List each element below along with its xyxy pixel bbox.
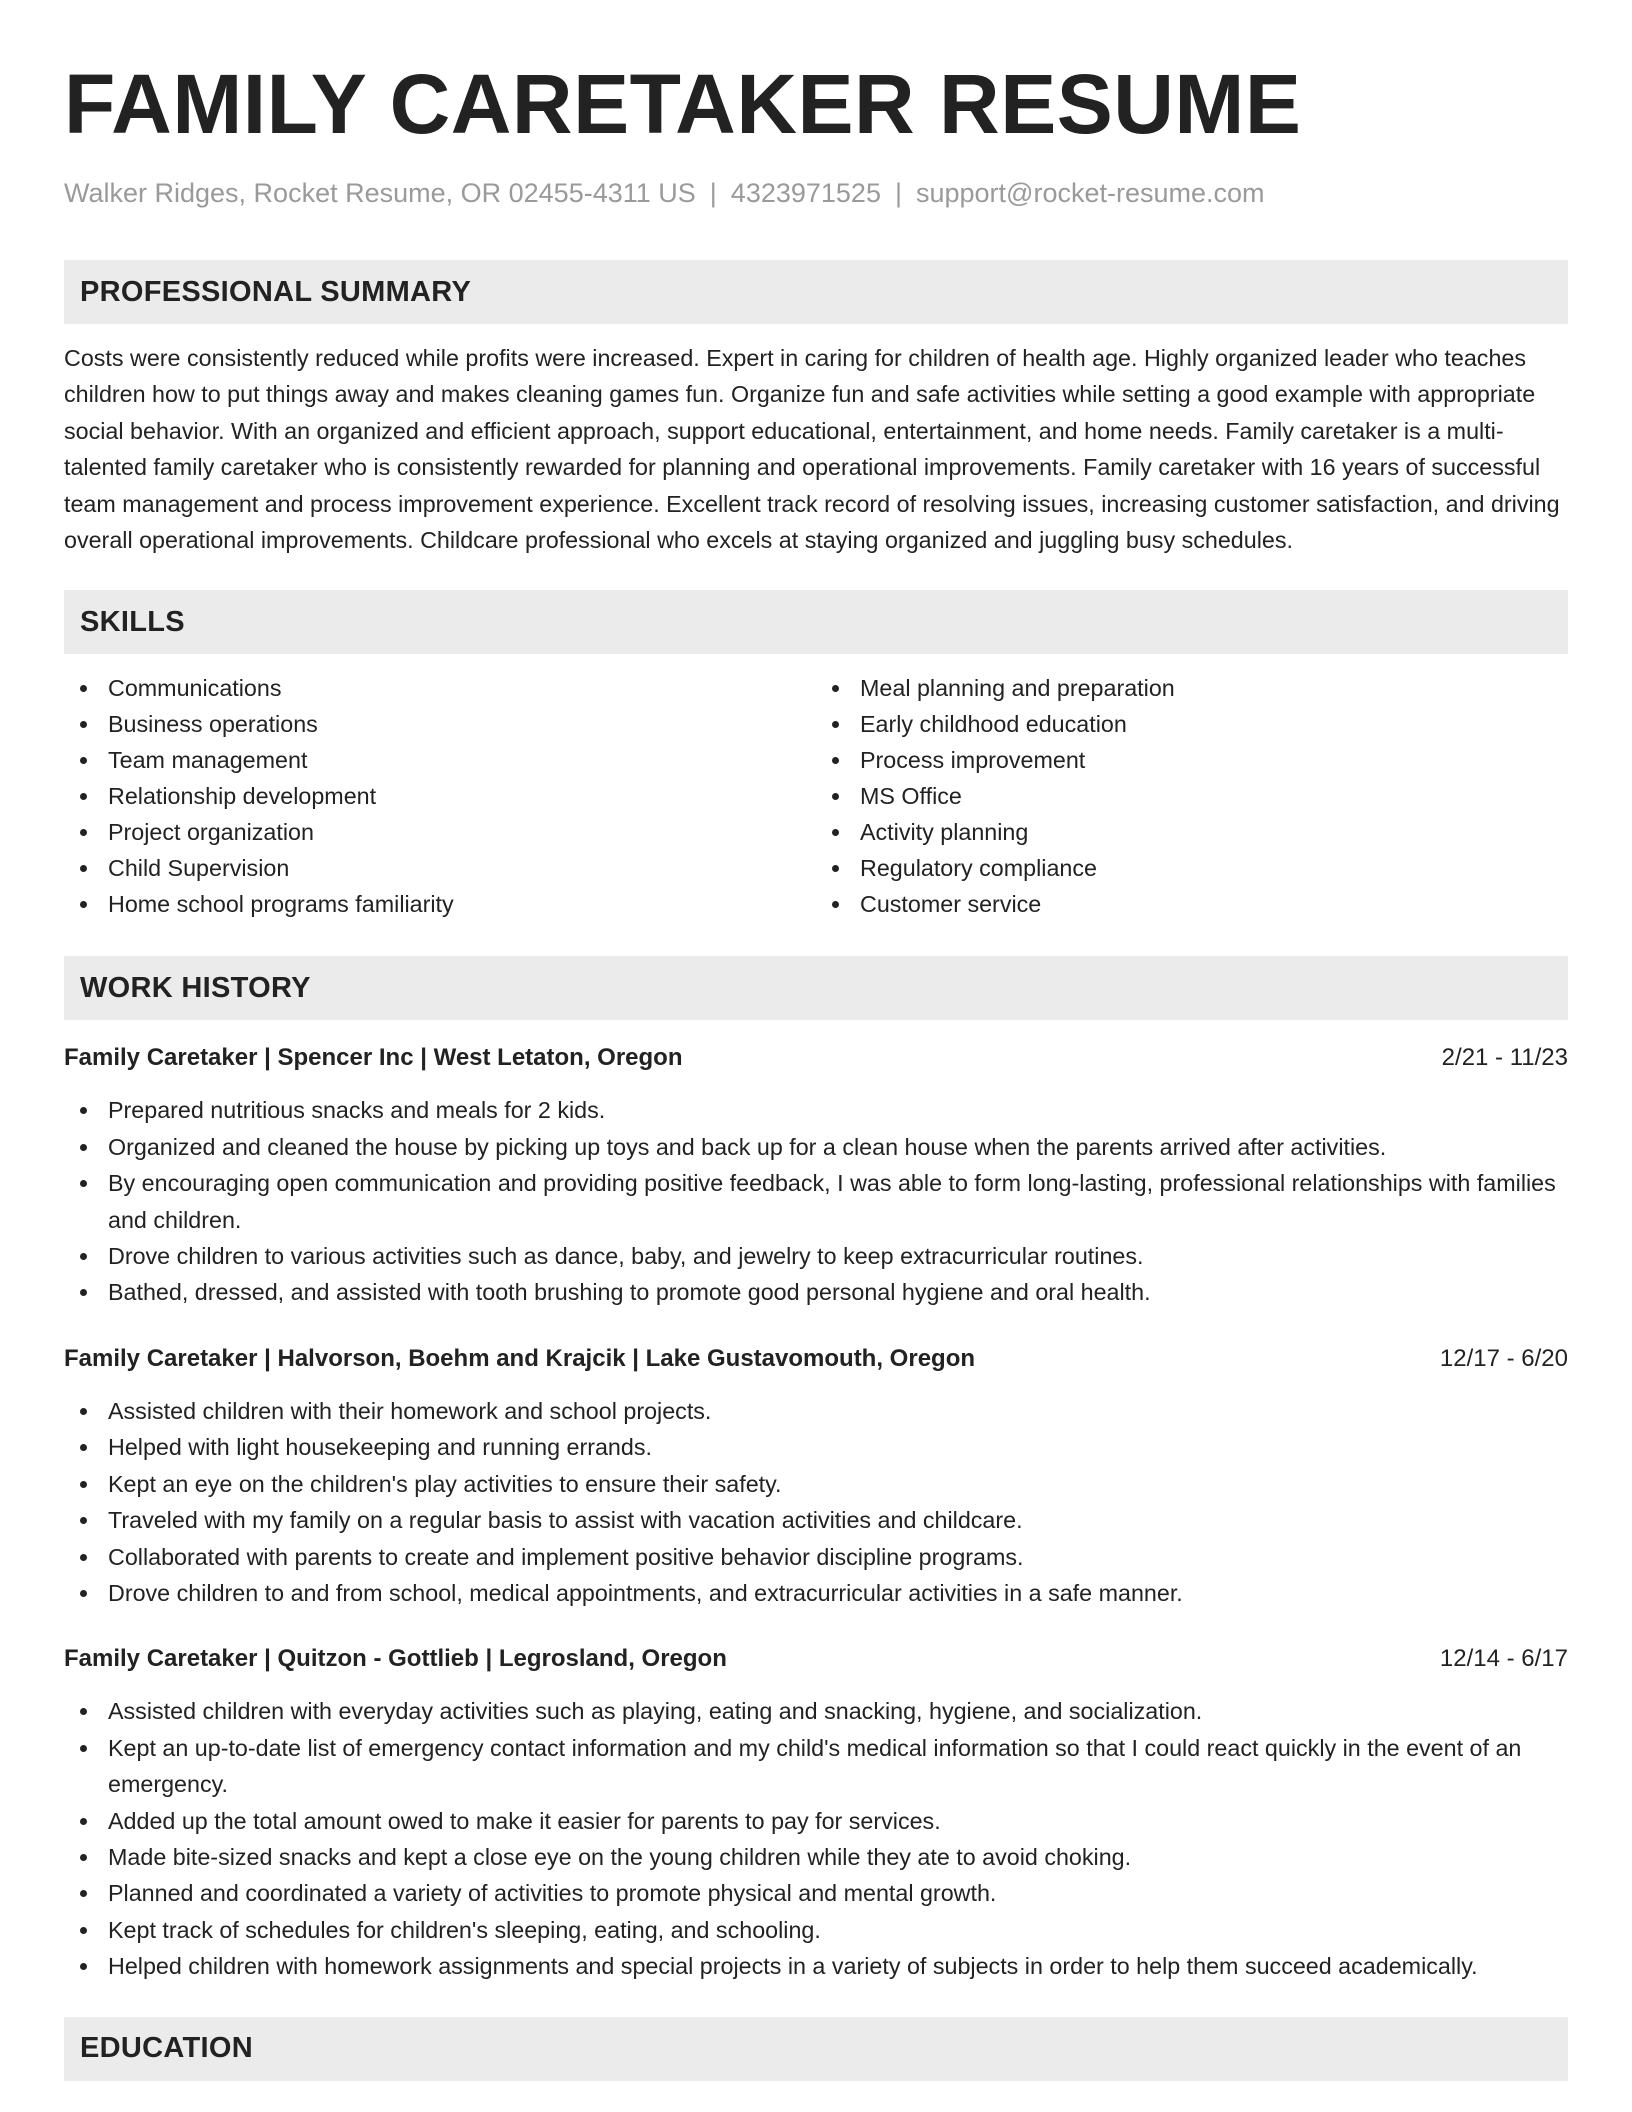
contact-line [64, 176, 1568, 210]
job-bullet: Planned and coordinated a variety of activities to promote physical and mental growth. [64, 1875, 1568, 1911]
job-bullet: Kept track of schedules for children's sleeping, eating, and schooling. [64, 1912, 1568, 1948]
section-header-skills: SKILLS [64, 590, 1568, 654]
job-bullet: Traveled with my family on a regular basis to assist with vacation activities and childcare. [64, 1502, 1568, 1538]
job-header [64, 1641, 1568, 1677]
job-bullet: Assisted children with everyday activities such as playing, eating and snacking, hygiene, and socialization. [64, 1693, 1568, 1729]
job-dates: 12/14 - 6/17 [1439, 1645, 1568, 1673]
job-bullet: Helped with light housekeeping and running errands. [64, 1429, 1568, 1465]
skill-item: Team management [64, 742, 816, 778]
job-dates: 12/17 - 6/20 [1439, 1344, 1568, 1372]
job-bullet: Organized and cleaned the house by picking up toys and back up for a clean house when the parents arrived after activities. [64, 1129, 1568, 1165]
skills-column-right [816, 670, 1568, 922]
contact-email: support@rocket-resume.com [915, 178, 1265, 208]
skill-item: Relationship development [64, 778, 816, 814]
job-bullet: Bathed, dressed, and assisted with tooth brushing to promote good personal hygiene and oral health. [64, 1274, 1568, 1310]
job-title: Family Caretaker | Halvorson, Boehm and Krajcik | Lake Gustavomouth, Oregon [64, 1344, 976, 1372]
job-bullet: Added up the total amount owed to make it easier for parents to pay for services. [64, 1803, 1568, 1839]
job-entry [64, 1040, 1568, 1310]
job-title: Family Caretaker | Quitzon - Gottlieb | Legrosland, Oregon [64, 1645, 727, 1673]
job-header [64, 1040, 1568, 1076]
skills-list [64, 670, 1568, 922]
job-bullet: Kept an eye on the children's play activities to ensure their safety. [64, 1466, 1568, 1502]
job-bullet: Made bite-sized snacks and kept a close eye on the young children while they ate to avoid choking. [64, 1839, 1568, 1875]
job-bullet: By encouraging open communication and providing positive feedback, I was able to form long-lasting, professional relationships with families and children. [64, 1165, 1568, 1238]
job-bullet: Assisted children with their homework and school projects. [64, 1393, 1568, 1429]
job-title: Family Caretaker | Spencer Inc | West Letaton, Oregon [64, 1044, 683, 1072]
section-header-education: EDUCATION [64, 2017, 1568, 2081]
skill-item: Meal planning and preparation [816, 670, 1568, 706]
skill-item: MS Office [816, 778, 1568, 814]
section-header-work-history: WORK HISTORY [64, 956, 1568, 1020]
job-bullet: Prepared nutritious snacks and meals for 2 kids. [64, 1092, 1568, 1128]
job-entry [64, 1641, 1568, 1984]
job-header [64, 1341, 1568, 1377]
skill-item: Child Supervision [64, 850, 816, 886]
skill-item: Customer service [816, 886, 1568, 922]
skill-item: Business operations [64, 706, 816, 742]
skill-item: Regulatory compliance [816, 850, 1568, 886]
job-bullets [64, 1693, 1568, 1984]
skill-item: Project organization [64, 814, 816, 850]
contact-address: Walker Ridges, Rocket Resume, OR 02455-4311 US [64, 178, 696, 208]
job-bullet: Kept an up-to-date list of emergency contact information and my child's medical information so that I could react quickly in the event of an emergency. [64, 1730, 1568, 1803]
resume-title: FAMILY CARETAKER RESUME [64, 57, 1302, 151]
section-header-summary: PROFESSIONAL SUMMARY [64, 260, 1568, 324]
skill-item: Activity planning [816, 814, 1568, 850]
contact-phone: 4323971525 [730, 178, 881, 208]
job-bullet: Drove children to and from school, medical appointments, and extracurricular activities in a safe manner. [64, 1575, 1568, 1611]
contact-separator: | [894, 178, 902, 208]
job-bullet: Collaborated with parents to create and implement positive behavior discipline programs. [64, 1539, 1568, 1575]
job-bullet: Helped children with homework assignments and special projects in a variety of subjects in order to help them succeed academically. [64, 1948, 1568, 1984]
job-bullet: Drove children to various activities such as dance, baby, and jewelry to keep extracurricular routines. [64, 1238, 1568, 1274]
skill-item: Home school programs familiarity [64, 886, 816, 922]
summary-text: Costs were consistently reduced while profits were increased. Expert in caring for children of health age. Highly organized leader who teaches children how to put things away and makes cleaning games fun. Organize fun and safe activities while setting a good example with appropriate social behavior. With an organized and efficient approach, support educational, entertainment, and home needs. Family caretaker is a multi-talented family caretaker who is consistently rewarded for planning and operational improvements. Family caretaker with 16 years of successful team management and process improvement experience. Excellent track record of resolving issues, increasing customer satisfaction, and driving overall operational improvements. Childcare professional who excels at staying organized and juggling busy schedules. [64, 345, 1560, 554]
job-bullets [64, 1092, 1568, 1310]
contact-separator: | [709, 178, 717, 208]
skill-item: Communications [64, 670, 816, 706]
skills-column-left [64, 670, 816, 922]
job-bullets [64, 1393, 1568, 1611]
skill-item: Process improvement [816, 742, 1568, 778]
skill-item: Early childhood education [816, 706, 1568, 742]
job-entry [64, 1341, 1568, 1611]
job-dates: 2/21 - 11/23 [1441, 1044, 1568, 1072]
